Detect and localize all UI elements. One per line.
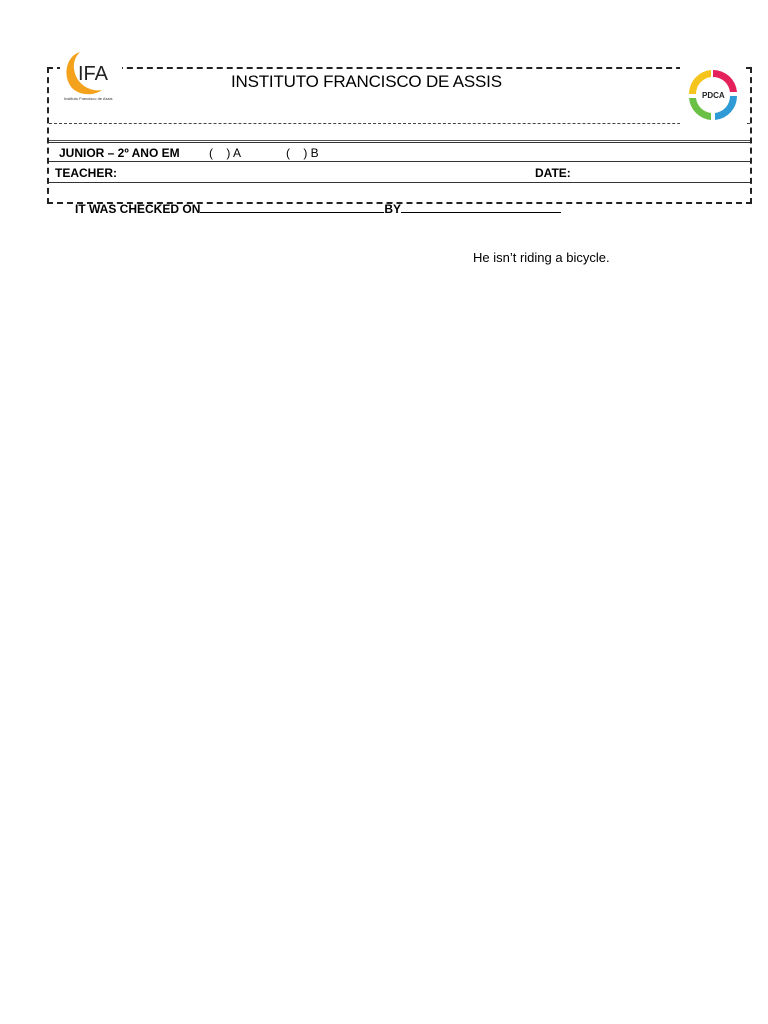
ifa-logo	[60, 46, 122, 106]
checked-on-label: IT WAS CHECKED ON	[75, 202, 201, 216]
date-label: DATE:	[535, 166, 571, 180]
checked-row	[49, 183, 750, 216]
teacher-label: TEACHER:	[55, 166, 117, 180]
option-a[interactable]: ( ) A	[209, 146, 242, 160]
by-label: BY	[384, 202, 402, 216]
ifa-logo-text: IFA	[78, 63, 109, 85]
title-row	[49, 69, 750, 123]
teacher-row	[49, 162, 750, 183]
checked-on-field[interactable]	[200, 201, 384, 213]
ifa-logo-caption: Instituto Francisco de Assis	[64, 96, 113, 101]
pdca-logo	[680, 66, 746, 124]
header-form-box	[47, 67, 752, 216]
option-b[interactable]: ( ) B	[286, 146, 319, 160]
by-field[interactable]	[401, 201, 561, 213]
class-row	[49, 142, 750, 162]
school-title: INSTITUTO FRANCISCO DE ASSIS	[231, 72, 502, 91]
blank-row	[49, 123, 750, 141]
class-label: JUNIOR – 2º ANO EM	[59, 146, 180, 160]
pdca-logo-text: PDCA	[702, 91, 725, 100]
exercise-sentence: He isn’t riding a bicycle.	[473, 250, 610, 265]
